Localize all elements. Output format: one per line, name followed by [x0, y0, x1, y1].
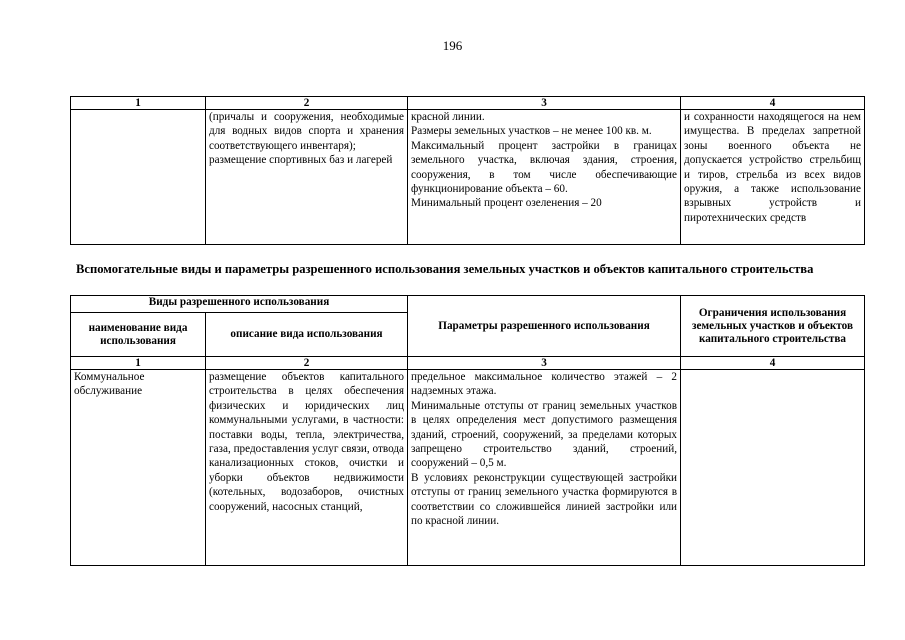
auxiliary-uses-table [70, 295, 865, 566]
section-title: Вспомогательные виды и параметры разрешенного использования земельных участков и объектов капитального строительства [76, 262, 814, 276]
col-number-1: 1 [71, 97, 206, 110]
page-number: 196 [442, 38, 463, 53]
parameter-paragraph: Максимальный процент застройки в границах земельного участка, включая здания, строения, сооружения, в том числе обеспечивающие функционирование объекта – 60. [411, 139, 677, 196]
cell-parameters [408, 110, 681, 245]
header-row-1 [71, 296, 865, 313]
col-number-4: 4 [681, 97, 865, 110]
header-limitations: Ограничения использования земельных участков и объектов капитального строительства [681, 296, 865, 357]
cell-use-description [206, 110, 408, 245]
description-paragraph: (причалы и сооружения, необходимые для водных видов спорта и хранения соответствующего инвентаря); [209, 111, 404, 152]
parameter-paragraph: предельное максимальное количество этажей – 2 надземных этажа. [411, 371, 678, 398]
col-number-3: 3 [408, 97, 681, 110]
cell-limitations: и сохранности находящегося на нем имущества. В пределах запретной зоны военного объекта не допускается устройство стрельбищ и тиров, стрельба из всех видов оружия, а также использование взрывных устройств и пиротехнических средств [681, 110, 865, 245]
col-number-2: 2 [206, 97, 408, 110]
header-use-types: Виды разрешенного использования [71, 296, 408, 313]
parameter-paragraph: Размеры земельных участков – не менее 100 кв. м. [411, 125, 652, 138]
col-number-1: 1 [71, 357, 206, 370]
col-number-3: 3 [408, 357, 681, 370]
col-number-4: 4 [681, 357, 865, 370]
header-use-name: наименование вида использования [71, 313, 206, 357]
continuation-table [70, 96, 865, 245]
cell-parameters [408, 370, 681, 566]
col-number-2: 2 [206, 357, 408, 370]
parameter-paragraph: Минимальный процент озеленения – 20 [411, 197, 602, 210]
header-parameters: Параметры разрешенного использования [408, 296, 681, 357]
parameter-paragraph: красной линии. [411, 111, 485, 123]
cell-use-name: Коммунальное обслуживание [71, 370, 206, 566]
cell-use-name [71, 110, 206, 245]
column-number-row [71, 97, 865, 110]
header-use-description: описание вида использования [206, 313, 408, 357]
table-row [71, 370, 865, 566]
parameter-paragraph: В условиях реконструкции существующей застройки отступы от границ земельного участка формируются в соответствии со сложившейся линией застройки или по красной линии. [411, 471, 678, 528]
cell-limitations [681, 370, 865, 566]
column-number-row [71, 357, 865, 370]
parameter-paragraph: Минимальные отступы от границ земельных участков в целях определения мест допустимого размещения зданий, строений, сооружений, за пределами которых запрещено строительство зданий, строений, сооружений – 0,5 м. [411, 399, 678, 470]
description-paragraph: размещение спортивных баз и лагерей [209, 154, 393, 167]
table-row [71, 110, 865, 245]
cell-use-description: размещение объектов капитального строительства в целях обеспечения физических и юридических лиц коммунальными услугами, в частности: поставки воды, тепла, электричества, газа, предоставления услуг связи, отвода канализационных стоков, очистки и уборки объектов недвижимости (котельных, водозаборов, очистных сооружений, насосных станций, [206, 370, 408, 566]
